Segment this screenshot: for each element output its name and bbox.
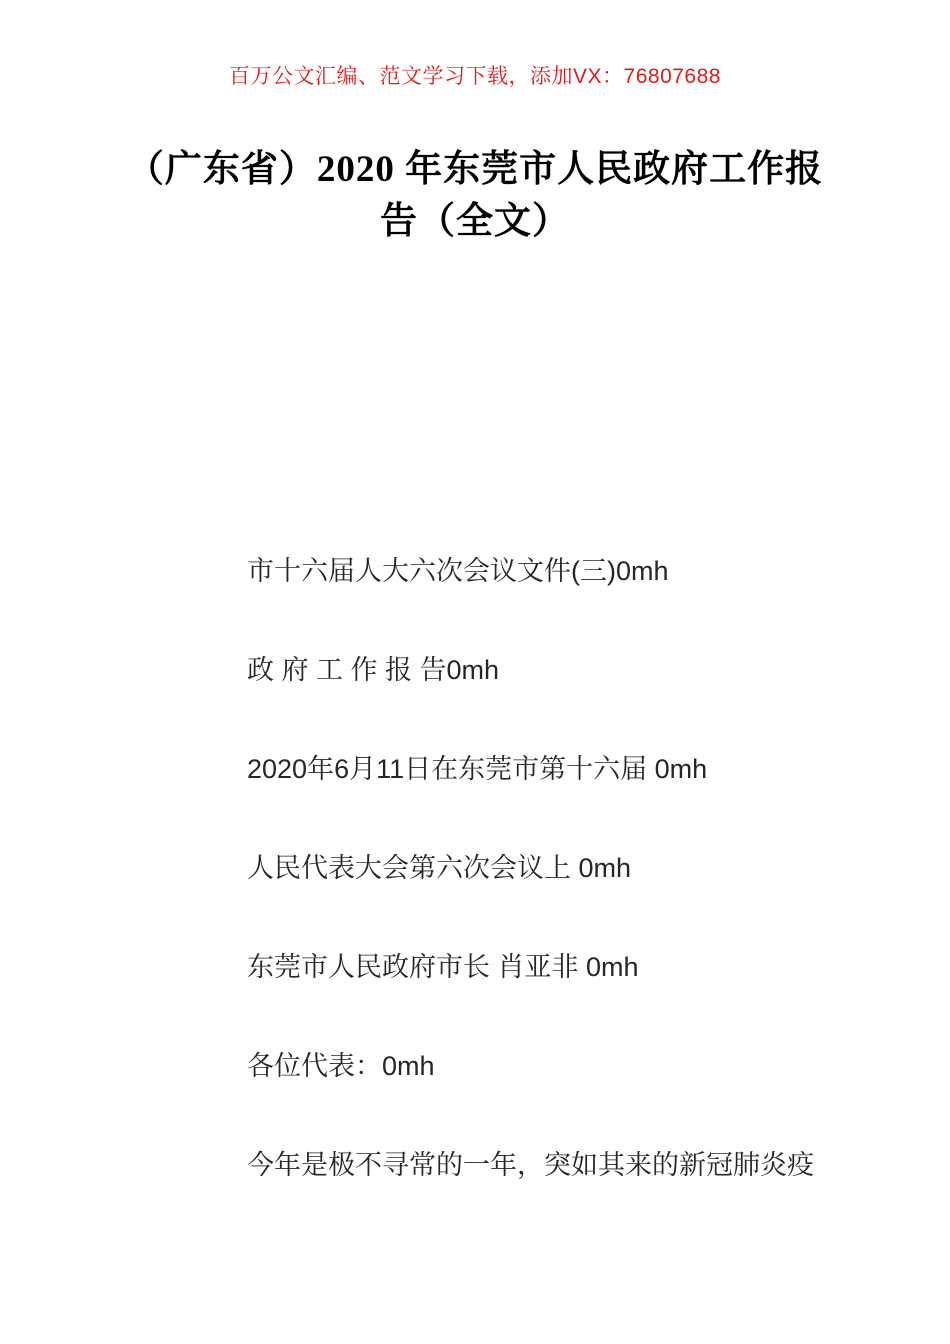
title-line-2: 告（全文） [380,201,570,242]
paragraph-salutation: 各位代表：0mh [247,1051,435,1081]
paragraph-report-heading: 政 府 工 作 报 告0mh [247,655,500,685]
paragraph-body-text: 今年是极不寻常的一年，突如其来的新冠肺炎疫 [247,1150,814,1180]
document-title [70,144,880,248]
promo-banner: 百万公文汇编、范文学习下载，添加VX：76807688 [229,65,721,88]
paragraph-congress-line: 人民代表大会第六次会议上 0mh [247,853,632,883]
paragraph-mayor-line: 东莞市人民政府市长 肖亚非 0mh [247,952,639,982]
paragraph-meeting-file: 市十六届人大六次会议文件(三)0mh [247,556,669,586]
document-body [190,556,910,1249]
paragraph-date-line: 2020年6月11日在东莞市第十六届 0mh [247,754,708,784]
title-line-1: （广东省）2020 年东莞市人民政府工作报 [126,149,824,190]
